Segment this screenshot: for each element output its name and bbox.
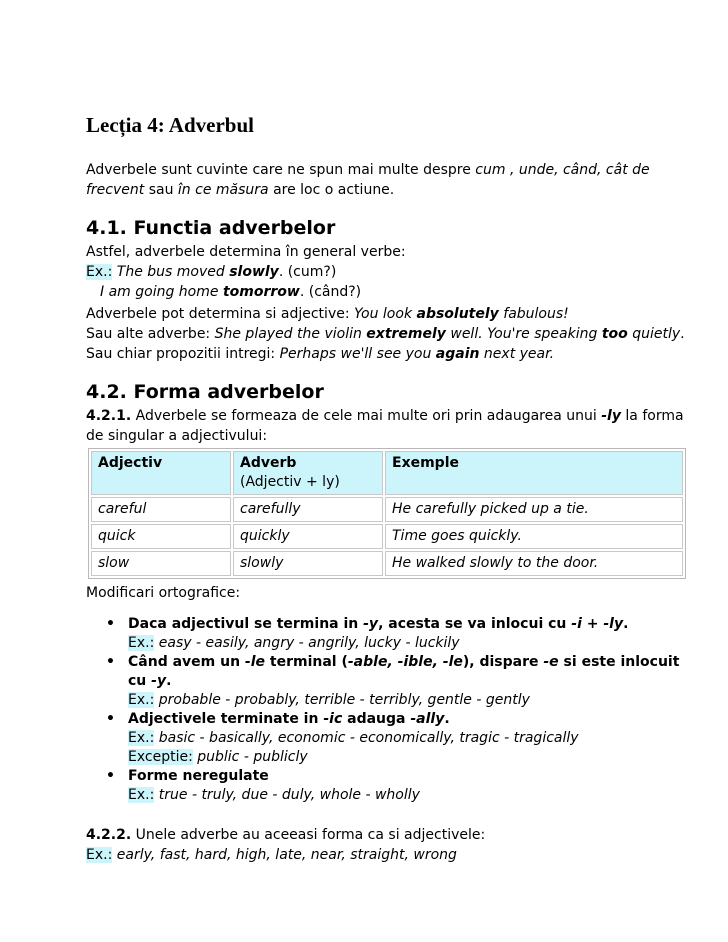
example-line: [86, 262, 686, 282]
table-cell: careful: [91, 497, 231, 522]
rule-text: Când avem un -le terminal (-able, -ible, -le), dispare -e si este inlocuit cu -y.: [128, 654, 680, 689]
text-span: Unele adverbe au aceeasi forma ca si adjectivele:: [131, 827, 486, 843]
exception-label: Exceptie:: [128, 749, 193, 765]
table-header-row: [91, 451, 683, 495]
example-text: I am going home: [100, 284, 223, 300]
example-text: fabulous!: [498, 306, 569, 322]
example-text: well. You're speaking: [445, 326, 602, 342]
rule-text: Adjectivele terminate in -ic adauga -ally.: [128, 711, 450, 727]
table-cell: slow: [91, 551, 231, 576]
intro-italic: în ce măsura: [177, 182, 269, 198]
text-span: Astfel, adverbele determina în general verbe:: [86, 244, 406, 260]
subsection-421: [86, 406, 686, 446]
rule-text: Forme neregulate: [128, 768, 269, 784]
section-heading-forma: 4.2. Forma adverbelor: [86, 381, 324, 403]
example-text: . (cum?): [278, 264, 337, 280]
adverb-table: [88, 448, 686, 579]
list-item: [86, 615, 686, 653]
text-line: [86, 344, 686, 364]
intro-paragraph: [86, 160, 686, 200]
section-heading-functia: 4.1. Functia adverbelor: [86, 217, 336, 239]
example-text: next year.: [479, 346, 555, 362]
table-row: [91, 551, 683, 576]
intro-italic: cum , unde, când, cât de frecvent: [86, 162, 650, 198]
ex-label: Ex.:: [86, 847, 113, 863]
text-line: [86, 324, 686, 344]
text-span: Sau alte adverbe:: [86, 326, 215, 342]
table-cell: quick: [91, 524, 231, 549]
table-header-cell: [385, 451, 683, 495]
rule-text: Daca adjectivul se termina in -y, acesta se va inlocui cu -i + -ly.: [128, 616, 629, 632]
text-line: [86, 304, 686, 324]
intro-text: sau: [144, 182, 178, 198]
text-span: Adverbele se formeaza de cele mai multe ori prin adaugarea unui: [131, 408, 602, 424]
intro-text: Adverbele sunt cuvinte care ne spun mai multe despre: [86, 162, 476, 178]
ex-label: Ex.:: [128, 787, 155, 803]
ex-label: Ex.:: [128, 692, 155, 708]
page-title: Lecția 4: Adverbul: [86, 113, 254, 137]
ex-label: Ex.:: [128, 635, 155, 651]
rule-example: Ex.: basic - basically, economic - economically, tragic - tragically: [128, 730, 579, 746]
header-label: Exemple: [392, 455, 459, 471]
list-item: [86, 710, 686, 767]
table-cell: quickly: [233, 524, 383, 549]
example-text: . (când?): [299, 284, 362, 300]
bullet-icon: •: [106, 768, 115, 784]
header-label: Adverb: [240, 455, 297, 471]
rule-example: Ex.: true - truly, due - duly, whole - wholly: [128, 787, 420, 803]
example-line: [86, 282, 686, 302]
example-text: early, fast, hard, high, late, near, straight, wrong: [112, 847, 457, 863]
table-cell: slowly: [233, 551, 383, 576]
table-cell: He carefully picked up a tie.: [385, 497, 683, 522]
example-text: Perhaps we'll see you: [279, 346, 436, 362]
example-text: She played the violin: [214, 326, 367, 342]
rule-example: Ex.: probable - probably, terrible - terribly, gentle - gently: [128, 692, 530, 708]
bullet-icon: •: [106, 711, 115, 727]
suffix-bold: -ly: [601, 408, 621, 424]
text-span: Adverbele pot determina si adjective:: [86, 306, 355, 322]
table-header-cell: [91, 451, 231, 495]
example-bold: slowly: [229, 264, 279, 280]
example-text: quietly: [627, 326, 681, 342]
rule-exception: Exceptie: public - publicly: [128, 749, 308, 765]
ex-label: Ex.:: [128, 730, 155, 746]
ex-label: Ex.:: [86, 264, 113, 280]
example-text: You look: [354, 306, 417, 322]
text-line: Modificari ortografice:: [86, 585, 241, 601]
text-span: .: [680, 326, 685, 342]
table-cell: carefully: [233, 497, 383, 522]
table-cell: Time goes quickly.: [385, 524, 683, 549]
rule-example: Ex.: easy - easily, angry - angrily, lucky - luckily: [128, 635, 460, 651]
example-bold: again: [435, 346, 480, 362]
table-header-cell: [233, 451, 383, 495]
list-item: [86, 767, 686, 805]
example-bold: tomorrow: [222, 284, 300, 300]
subsection-number: 4.2.2.: [86, 827, 132, 843]
example-bold: extremely: [366, 326, 446, 342]
text-span: Sau chiar propozitii intregi:: [86, 346, 280, 362]
text-span: la forma de singular a adjectivului:: [86, 408, 684, 444]
header-label: Adjectiv: [98, 455, 163, 471]
header-sublabel: (Adjectiv + ly): [240, 474, 340, 490]
example-bold: absolutely: [416, 306, 499, 322]
list-item: [86, 653, 686, 710]
document-page: [86, 112, 686, 865]
text-line: [86, 242, 686, 262]
bullet-icon: •: [106, 616, 115, 632]
table-cell: He walked slowly to the door.: [385, 551, 683, 576]
subsection-number: 4.2.1.: [86, 408, 132, 424]
spelling-rules-list: [86, 615, 686, 805]
subsection-422: [86, 825, 686, 845]
table-row: [91, 497, 683, 522]
example-line: [86, 845, 686, 865]
example-text: The bus moved: [112, 264, 230, 280]
bullet-icon: •: [106, 654, 115, 670]
intro-text: are loc o actiune.: [268, 182, 395, 198]
example-bold: too: [601, 326, 628, 342]
table-row: [91, 524, 683, 549]
